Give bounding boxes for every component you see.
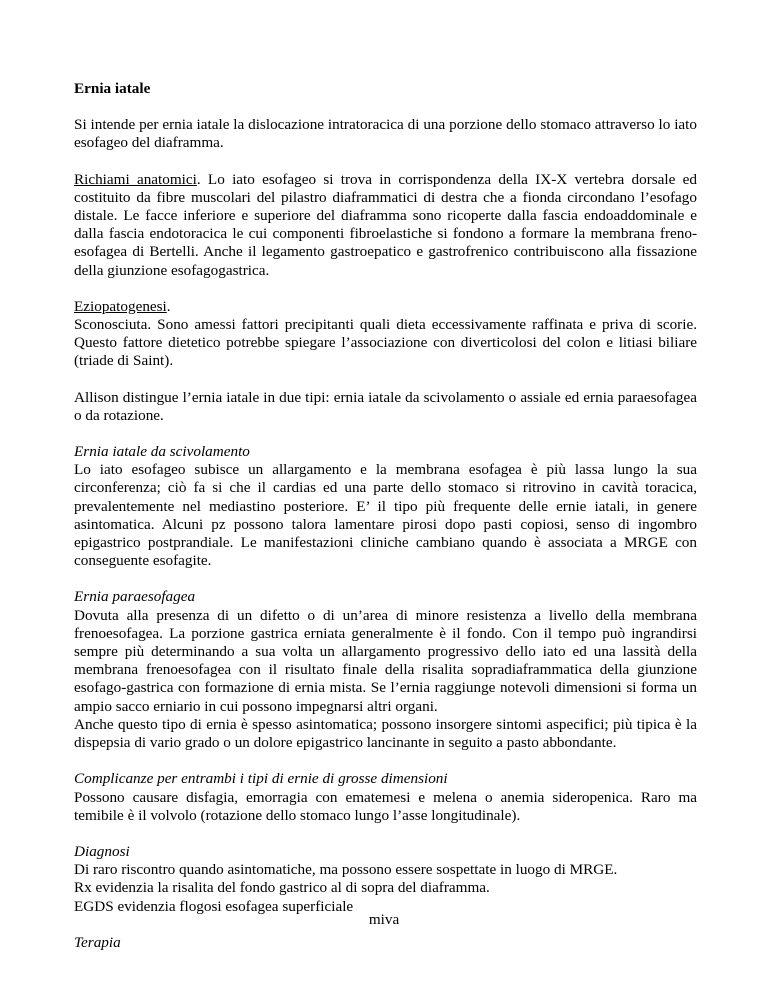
paraesophageal-heading: Ernia paraesofagea (74, 588, 196, 606)
diagnosis-heading: Diagnosi (74, 842, 130, 860)
paraesophageal-section (74, 588, 697, 752)
sliding-heading: Ernia iatale da scivolamento (74, 443, 250, 461)
diagnosis-line: EGDS evidenzia flogosi esofagea superficiale (74, 897, 354, 915)
sliding-text: Lo iato esofageo subisce un allargamento e la membrana esofagea è più lassa lungo la sua circonferenza; ciò fa si che il cardias ed una parte dello stomaco si ritrovino in cavità toracica, prevalentemente nel mediastino posteriore. E’ il tipo più frequente delle ernie iatali, in genere asintomatica. Alcuni pz possono talora lamentare pirosi dopo pasti copiosi, senso di ingombro epigastrico postprandiale. Le manifestazioni cliniche cambiano quando è associata a MRGE con conseguente esofagite. (74, 461, 697, 570)
etiology-heading: Eziopatogenesi (74, 297, 167, 315)
document-page (74, 80, 697, 970)
sliding-section (74, 443, 697, 570)
etiology-text: Sconosciuta. Sono amessi fattori precipitanti quali dieta eccessivamente raffinata e priva di scorie. Questo fattore dietetico potrebbe spiegare l’associazione con diverticolosi del colon e litiasi biliare (triade di Saint). (74, 316, 697, 370)
document-title: Ernia iatale (74, 80, 151, 97)
complications-section (74, 770, 697, 825)
page-footer: miva (368, 911, 400, 928)
complications-heading: Complicanze per entrambi i tipi di ernie di grosse dimensioni (74, 770, 448, 788)
classification-paragraph: Allison distingue l’ernia iatale in due tipi: ernia iatale da scivolamento o assiale ed ernia paraesofagea o da rotazione. (74, 388, 697, 424)
intro-paragraph: Si intende per ernia iatale la dislocazione intratoracica di una porzione dello stomaco attraverso lo iato esofageo del diaframma. (74, 116, 697, 152)
complications-text: Possono causare disfagia, emorragia con ematemesi e melena o anemia sideropenica. Raro ma temibile è il volvolo (rotazione dello stomaco lungo l’asse longitudinale). (74, 788, 697, 824)
paraesophageal-text-2: Anche questo tipo di ernia è spesso asintomatica; possono insorgere sintomi aspecifici; più tipica è la dispepsia di vario grado o un dolore epigastrico lancinante in seguito a pasto abbondante. (74, 715, 697, 752)
therapy-section (74, 934, 697, 952)
therapy-heading: Terapia (74, 933, 121, 951)
anatomy-heading: Richiami anatomici (74, 170, 197, 188)
diagnosis-line: Di raro riscontro quando asintomatiche, ma possono essere sospettate in luogo di MRGE. (74, 861, 618, 879)
paraesophageal-text: Dovuta alla presenza di un difetto o di un’area di minore resistenza a livello della membrana frenoesofagea. La porzione gastrica erniata generalmente è il fondo. Con il tempo può ingrandirsi sempre più determinando a sua volta un allargamento progressivo dello iato ed una lassità della membrana frenoesofagea con il risultato finale della risalita sopradiaframmatica della giunzione esofago-gastrica con formazione di ernia mista. Se l’ernia raggiunge notevoli dimensioni si forma un ampio sacco erniario in cui possono impegnarsi altri organi. (74, 606, 697, 715)
diagnosis-section (74, 843, 697, 916)
anatomy-section (74, 171, 697, 280)
etiology-section (74, 298, 697, 371)
anatomy-text: . Lo iato esofageo si trova in corrispondenza della IX-X vertebra dorsale ed costituito da fibre muscolari del pilastro diaframmatici di destra che a fionda circondano l’esofago distale. Le facce inferiore e superiore del diaframma sono ricoperte dalla fascia endoaddominale e dalla fascia endotoracica le cui componenti fibroelastiche si fondono a formare la membrana freno-esofagea di Bertelli. Anche il legamento gastroepatico e gastrofrenico contribuiscono alla fissazione della giunzione esofagogastrica. (74, 170, 697, 279)
diagnosis-line: Rx evidenzia la risalita del fondo gastrico al di sopra del diaframma. (74, 879, 490, 897)
etiology-heading-suffix: . (166, 297, 171, 315)
